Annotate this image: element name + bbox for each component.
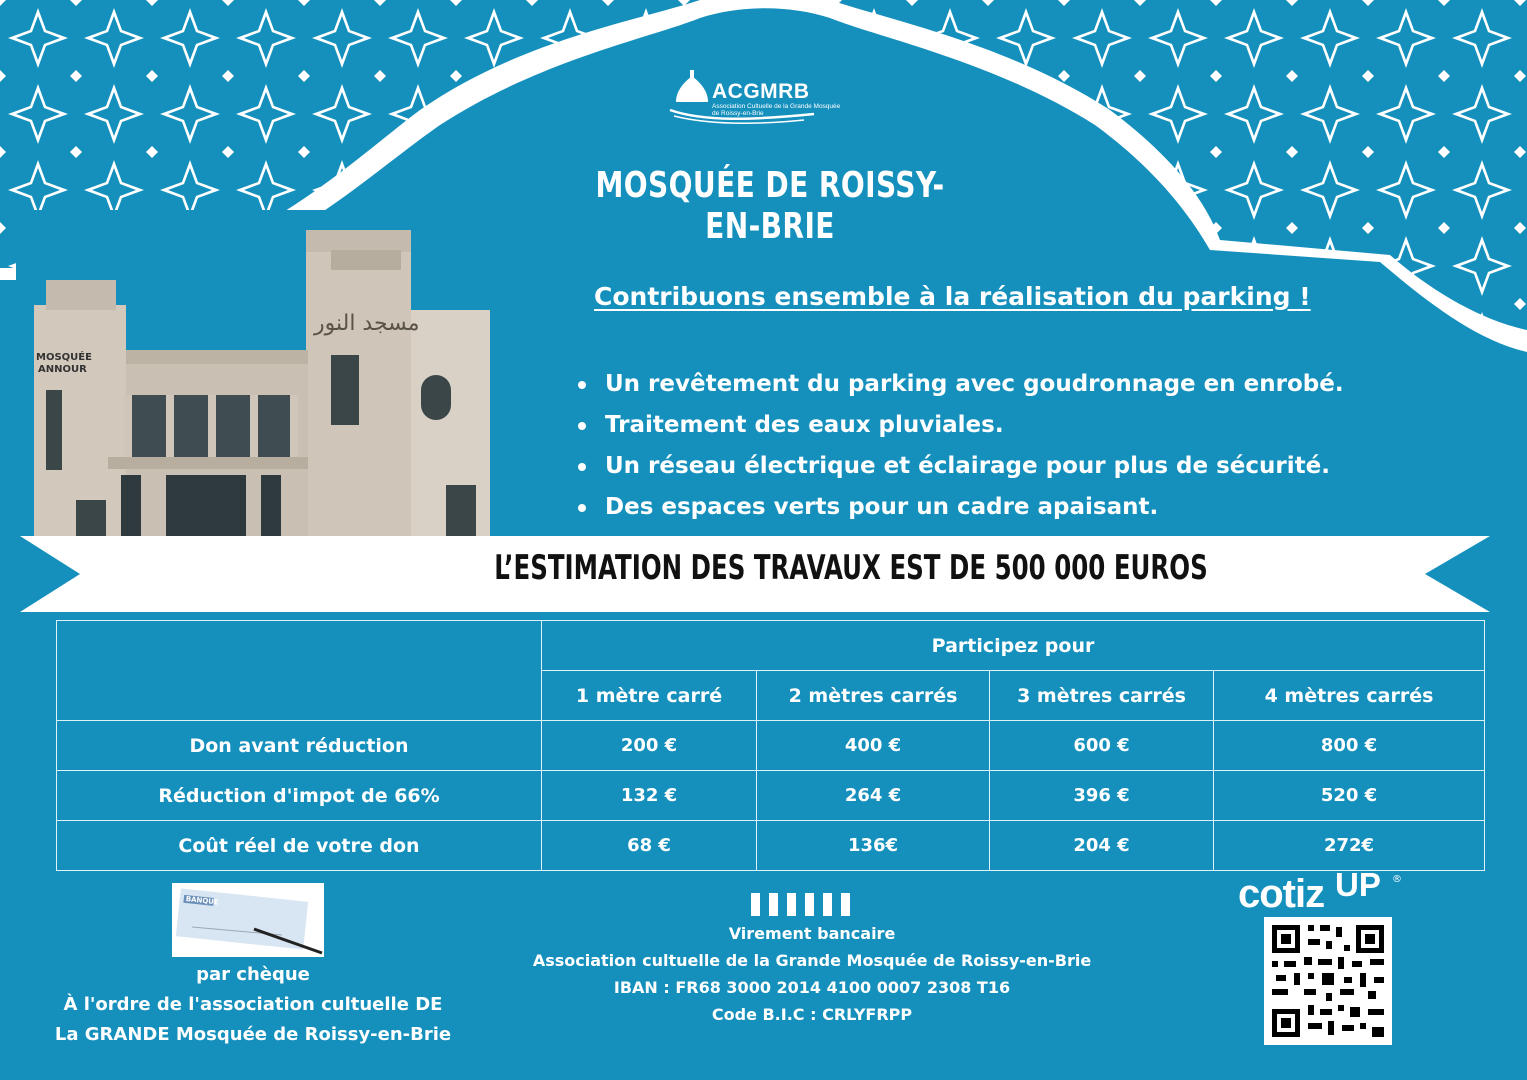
bank-transfer-info (480, 920, 1144, 1028)
virement-bic: Code B.I.C : CRLYFRPP (711, 1005, 913, 1024)
estimate-banner-text: L’ESTIMATION DES TRAVAUX EST DE 500 000 EUROS (494, 548, 1208, 588)
cotizup-registered-mark: ® (1392, 874, 1402, 885)
cotizup-logo-right: UP (1335, 866, 1381, 903)
table-row (57, 821, 1485, 871)
table-row (57, 771, 1485, 821)
building-arabic-sign: مسجد النور (314, 311, 420, 336)
table-cell: 800 € (1214, 721, 1485, 771)
table-column-header: 1 mètre carré (542, 671, 757, 721)
bullet-item: Des espaces verts pour un cadre apaisant. (578, 487, 1344, 528)
table-cell: 136€ (757, 821, 990, 871)
bullet-item: Un réseau électrique et éclairage pour plus de sécurité. (578, 446, 1344, 487)
table-empty-corner (57, 621, 542, 721)
table-group-header: Participez pour (542, 621, 1485, 671)
building-sign-line2: ANNOUR (38, 364, 87, 375)
donation-table (56, 620, 1485, 871)
table-cell: 396 € (990, 771, 1214, 821)
cotizup-qr-code-icon[interactable] (1264, 917, 1392, 1045)
logo-name: ACGMRB (712, 80, 810, 103)
bullet-item: Un revêtement du parking avec goudronnage en enrobé. (578, 364, 1344, 405)
table-cell: 204 € (990, 821, 1214, 871)
virement-association: Association cultuelle de la Grande Mosquée de Roissy-en-Brie (532, 951, 1092, 970)
table-cell: 68 € (542, 821, 757, 871)
table-header-row (57, 621, 1485, 671)
project-subtitle: Contribuons ensemble à la réalisation du parking ! (594, 282, 1311, 311)
building-sign-line1: MOSQUÉE (36, 352, 92, 363)
table-row-label: Don avant réduction (57, 721, 542, 771)
table-column-header: 2 mètres carrés (757, 671, 990, 721)
table-cell: 272€ (1214, 821, 1485, 871)
table-row-label: Réduction d'impot de 66% (57, 771, 542, 821)
cheque-line2: À l'ordre de l'association cultuelle DE (63, 994, 443, 1015)
page-title: MOSQUÉE DE ROISSY-EN-BRIE (595, 165, 945, 247)
table-cell: 400 € (757, 721, 990, 771)
cheque-bank-label: BANQUE (185, 895, 220, 907)
virement-title: Virement bancaire (728, 924, 896, 943)
table-cell: 264 € (757, 771, 990, 821)
table-cell: 520 € (1214, 771, 1485, 821)
project-bullet-list (578, 364, 1344, 528)
cotizup-logo-left: cotiz (1238, 872, 1325, 916)
cheque-line3: La GRANDE Mosquée de Roissy-en-Brie (54, 1024, 452, 1045)
mosque-building-photo (16, 210, 490, 538)
table-row-label: Coût réel de votre don (57, 821, 542, 871)
table-cell: 132 € (542, 771, 757, 821)
table-cell: 200 € (542, 721, 757, 771)
table-row (57, 721, 1485, 771)
table-column-header: 4 mètres carrés (1214, 671, 1485, 721)
table-cell: 600 € (990, 721, 1214, 771)
logo-subtitle: Association Cultuelle de la Grande Mosquée de Roissy-en-Brie (712, 103, 841, 117)
cheque-instructions (38, 960, 468, 1050)
cheque-line1: par chèque (196, 964, 310, 985)
cheque-image (172, 883, 324, 957)
virement-iban: IBAN : FR68 3000 2014 4100 0007 2308 T16 (613, 978, 1011, 997)
bullet-item: Traitement des eaux pluviales. (578, 405, 1344, 446)
table-column-header: 3 mètres carrés (990, 671, 1214, 721)
bank-icon (751, 893, 859, 920)
